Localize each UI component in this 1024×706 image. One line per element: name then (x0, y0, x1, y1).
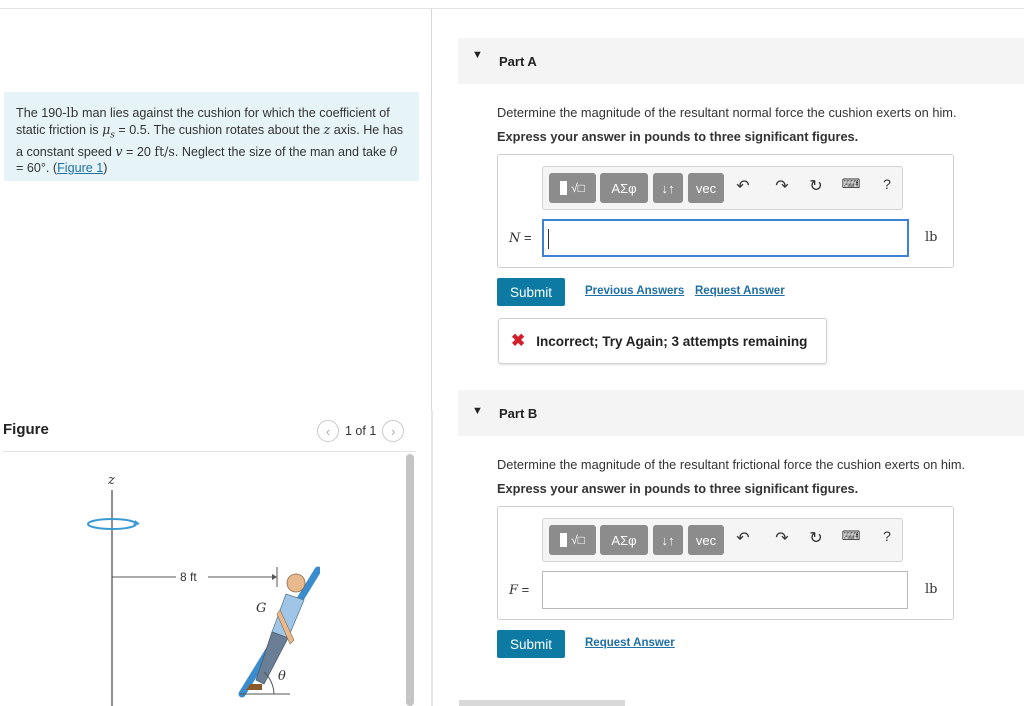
keyboard-icon[interactable]: ⌨ (841, 176, 861, 191)
weight-unit: lb (66, 105, 79, 120)
subscript-superscript-button[interactable]: ↓↑ (653, 525, 683, 555)
part-b-unit: lb (925, 582, 938, 597)
incorrect-x-icon: ✖ (511, 331, 526, 350)
theta-symbol: θ (389, 143, 398, 159)
dimension-arrowhead (272, 574, 277, 580)
figure-pager (317, 420, 404, 442)
figure-diagram (80, 462, 320, 706)
equals-sign: = (524, 230, 532, 245)
text-caret (548, 229, 549, 249)
part-a-submit-button[interactable]: Submit (497, 278, 565, 306)
template-block-icon (560, 533, 567, 547)
pager-text: 1 of 1 (345, 424, 377, 438)
vector-button[interactable]: vec (688, 173, 724, 203)
redo-icon[interactable]: ↷ (775, 178, 789, 195)
theta-label: θ (278, 669, 286, 684)
redo-icon[interactable]: ↷ (775, 530, 789, 547)
problem-text: ) (103, 161, 108, 176)
part-a-answer-input[interactable] (542, 219, 909, 257)
z-symbol: z (323, 121, 331, 137)
speed-unit: ft/s (154, 143, 175, 159)
previous-answers-link[interactable]: Previous Answers (585, 285, 685, 297)
greek-symbols-button[interactable]: ΑΣφ (600, 173, 648, 203)
reset-icon[interactable]: ↻ (809, 530, 823, 547)
problem-text: The 190- (16, 106, 67, 120)
part-a-question: Determine the magnitude of the resultant normal force the cushion exerts on him. (497, 105, 957, 120)
part-b-instruction: Express your answer in pounds to three significant figures. (497, 481, 859, 496)
part-a-variable-label (509, 230, 532, 246)
problem-text: = 20 (122, 144, 155, 159)
templates-button[interactable] (549, 173, 596, 203)
problem-statement (4, 92, 419, 181)
variable-f: F (509, 583, 519, 598)
help-button[interactable]: ? (883, 176, 891, 192)
part-b-title: Part B (499, 406, 538, 421)
variable-n: N (509, 231, 521, 246)
part-b-question: Determine the magnitude of the resultant frictional force the cushion exerts on him. (497, 457, 966, 472)
greek-symbols-button[interactable]: ΑΣφ (600, 525, 648, 555)
part-a-instruction: Express your answer in pounds to three significant figures. (497, 129, 859, 144)
problem-text: axis. He has a constant speed (16, 122, 404, 159)
previous-figure-button[interactable]: ‹ (317, 420, 339, 442)
equals-sign: = (521, 582, 530, 597)
problem-text: man lies against the cushion for which the coefficient of static friction is (16, 106, 390, 137)
template-block-icon (560, 181, 567, 195)
part-b-answer-input[interactable] (542, 571, 908, 609)
z-label: z (108, 473, 115, 488)
mu-symbol: μ (102, 121, 111, 137)
part-b-header[interactable] (458, 390, 1024, 436)
collapse-caret-icon[interactable]: ▼ (472, 405, 483, 417)
undo-icon[interactable]: ↶ (736, 178, 750, 195)
part-a-answer-box (497, 154, 954, 268)
problem-text: = 0.5. The cushion rotates about the (114, 122, 324, 137)
keyboard-icon[interactable]: ⌨ (841, 528, 861, 543)
undo-icon[interactable]: ↶ (736, 530, 750, 547)
part-b-submit-button[interactable]: Submit (497, 630, 565, 658)
man-head (287, 574, 305, 592)
problem-text: = 60°. ( (16, 161, 58, 176)
templates-button[interactable] (549, 525, 596, 555)
reset-icon[interactable]: ↻ (809, 178, 823, 195)
help-button[interactable]: ? (883, 528, 891, 544)
part-a-header[interactable] (458, 38, 1024, 84)
next-part-header-strip (459, 700, 625, 706)
feedback-text: Incorrect; Try Again; 3 attempts remaining (536, 333, 808, 349)
subscript-superscript-button[interactable]: ↓↑ (653, 173, 683, 203)
part-b-request-answer-link[interactable]: Request Answer (585, 637, 675, 649)
math-toolbar (542, 166, 903, 210)
figure-link[interactable]: Figure 1 (57, 161, 104, 176)
part-b-variable-label (509, 582, 529, 598)
column-divider (431, 410, 433, 706)
sqrt-fraction-icon: √□ (571, 181, 585, 195)
collapse-caret-icon[interactable]: ▼ (472, 49, 483, 61)
part-a-title: Part A (499, 54, 537, 69)
figure-heading: Figure (3, 421, 49, 438)
v-symbol: v (115, 143, 123, 159)
figure-scrollbar[interactable] (406, 454, 414, 706)
part-b-answer-box (497, 506, 954, 620)
next-figure-button[interactable]: › (382, 420, 404, 442)
part-a-request-answer-link[interactable]: Request Answer (695, 285, 785, 297)
part-a-unit: lb (925, 230, 938, 245)
mu-subscript: s (110, 130, 115, 141)
sqrt-fraction-icon: √□ (571, 533, 585, 547)
problem-text: . Neglect the size of the man and take (174, 144, 390, 159)
distance-label: 8 ft (180, 570, 197, 584)
vector-button[interactable]: vec (688, 525, 724, 555)
g-label: G (256, 601, 267, 616)
incorrect-feedback (498, 318, 827, 364)
math-toolbar (542, 518, 903, 562)
top-bar (0, 0, 1024, 9)
